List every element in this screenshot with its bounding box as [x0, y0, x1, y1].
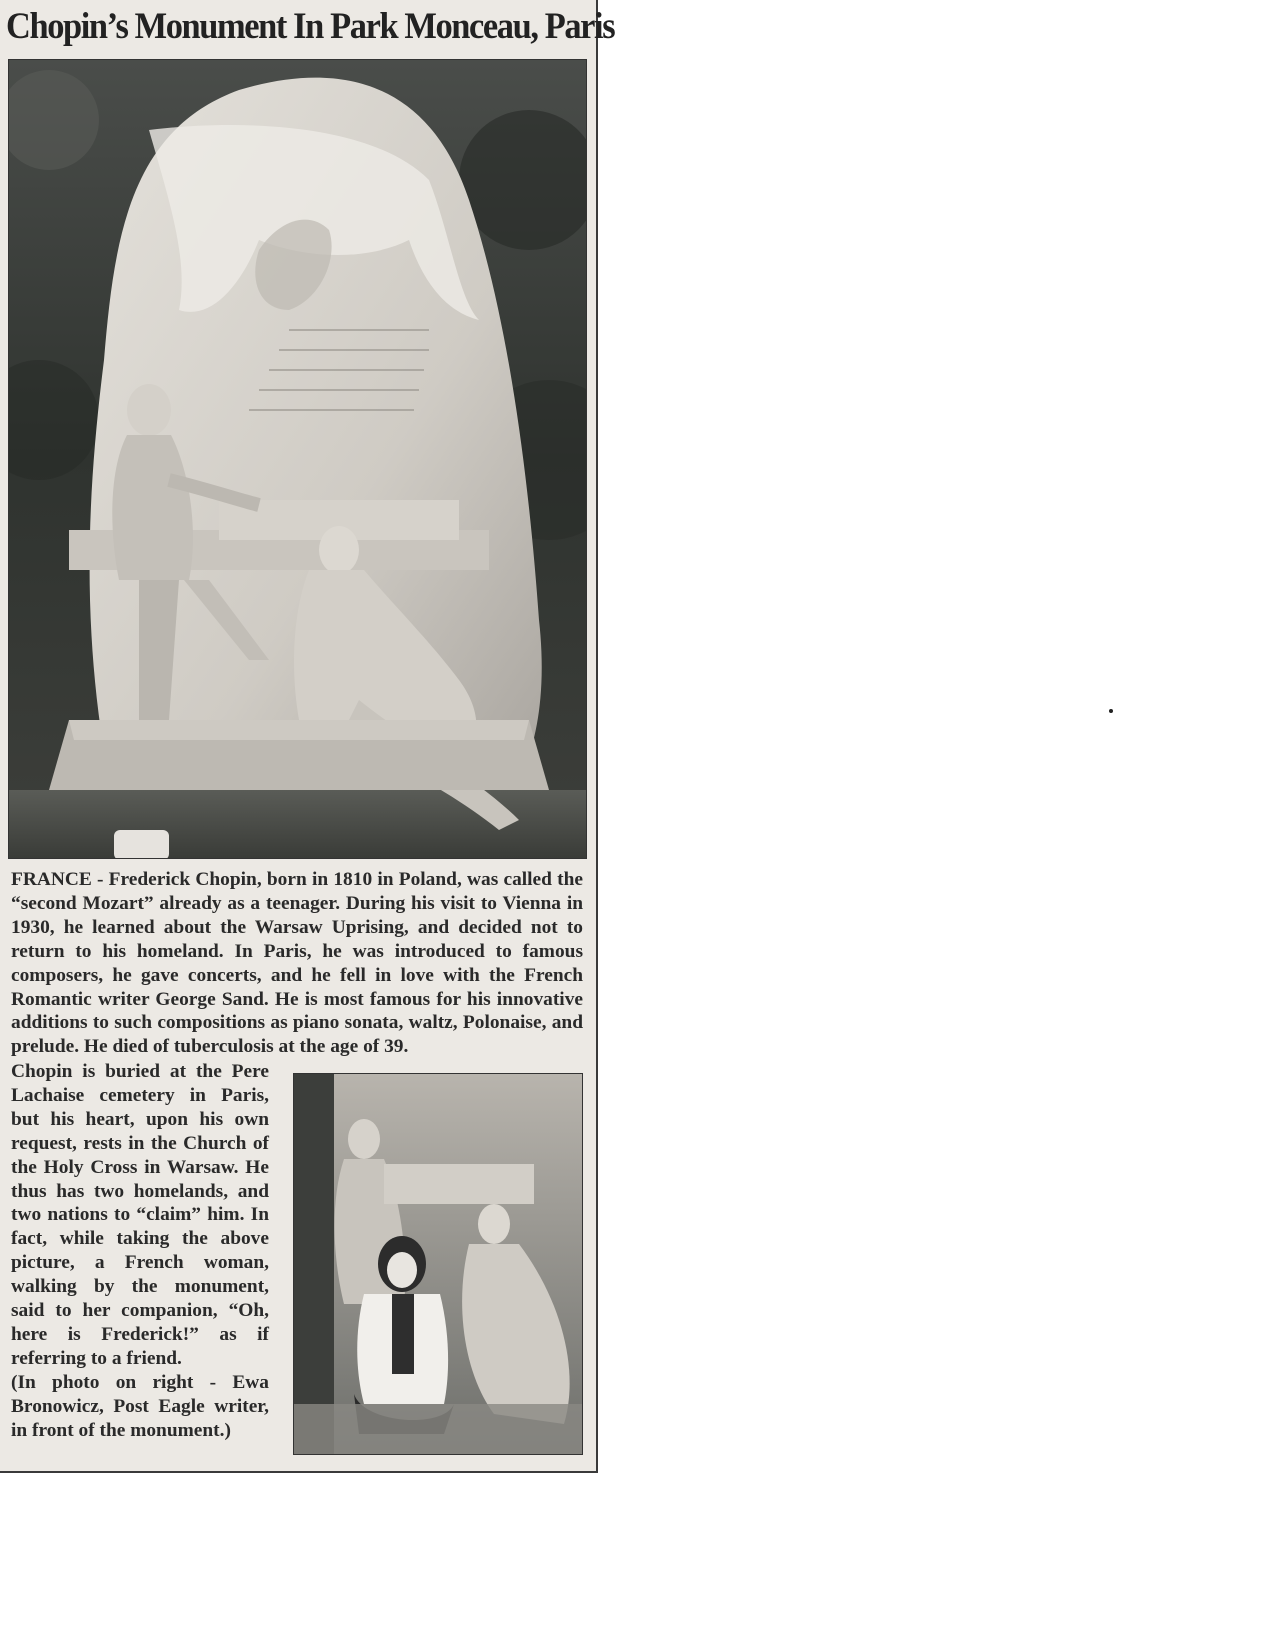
writer-photo	[293, 1073, 583, 1455]
photo-caption: (In photo on right - Ewa Bronowicz, Post Eagle writer, in front of the monument.)	[11, 1371, 269, 1441]
scan-speck	[1109, 709, 1113, 713]
newspaper-clipping	[0, 0, 615, 1473]
headline: Chopin’s Monument In Park Monceau, Paris	[6, 6, 615, 47]
article-paragraph-1: FRANCE - Frederick Chopin, born in 1810 in Poland, was called the “second Mozart” already as a teenager. During his visit to Vienna in 1930, he learned about the Warsaw Uprising, and decided not to return to his homeland. In Paris, he was introduced to famous composers, he gave concerts, and he fell in love with the French Romantic writer George Sand. He is most famous for his innovative additions to such compositions as piano sonata, waltz, Polonaise, and prelude. He died of tuberculosis at the age of 39.	[11, 869, 583, 1058]
article-column	[11, 1060, 269, 1443]
monument-photo	[8, 59, 587, 859]
article-paragraph-2: Chopin is buried at the Pere Lachaise cemetery in Paris, but his heart, upon his own request, rests in the Church of the Holy Cross in Warsaw. He thus has two homelands, and two nations to “claim” him. In fact, while taking the above picture, a French woman, walking by the monument, said to her companion, “Oh, here is Frederick!” as if referring to a friend.	[11, 1061, 269, 1369]
